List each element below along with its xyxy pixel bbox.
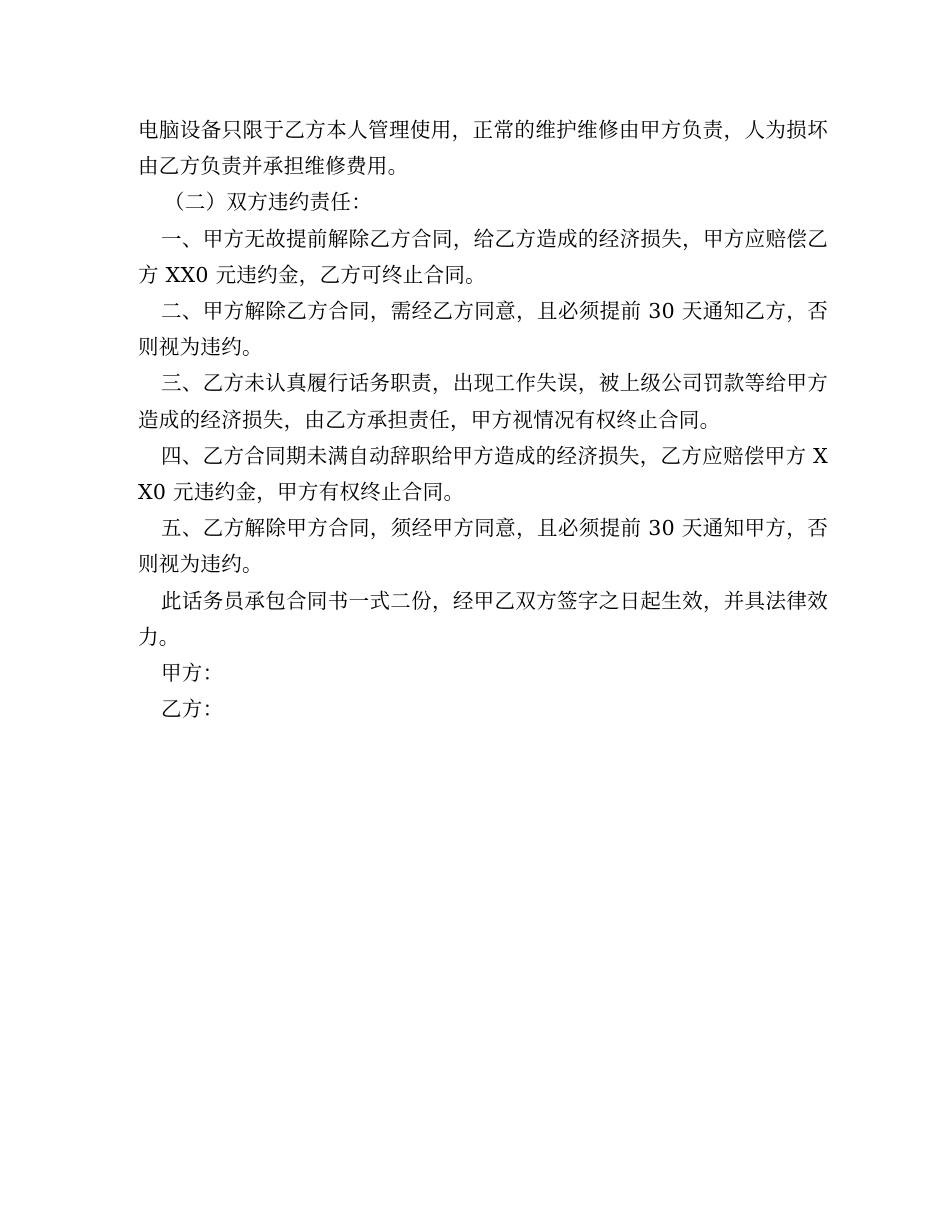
clause-4: 四、乙方合同期未满自动辞职给甲方造成的经济损失，乙方应赔偿甲方 XX0 元违约金，甲方有权终止合同。 — [138, 443, 828, 505]
paragraph-equipment-usage: 电脑设备只限于乙方本人管理使用，正常的维护维修由甲方负责，人为损坏由乙方负责并承担维修费用。 — [138, 118, 828, 179]
section-heading-breach-liability: （二）双方违约责任： — [164, 190, 372, 215]
signature-party-a: 甲方： — [161, 661, 224, 686]
effectiveness-statement: 此话务员承包合同书一式二份，经甲乙双方签字之日起生效，并具法律效力。 — [138, 588, 828, 649]
signature-party-b: 乙方： — [161, 697, 224, 722]
document-body — [138, 112, 828, 727]
clause-2: 二、甲方解除乙方合同，需经乙方同意，且必须提前 30 天通知乙方，否则视为违约。 — [138, 299, 828, 360]
clause-3: 三、乙方未认真履行话务职责，出现工作失误，被上级公司罚款等给甲方造成的经济损失，由乙方承担责任，甲方视情况有权终止合同。 — [138, 371, 828, 432]
clause-1: 一、甲方无故提前解除乙方合同，给乙方造成的经济损失，甲方应赔偿乙方 XX0 元违约金，乙方可终止合同。 — [138, 226, 828, 287]
clause-5: 五、乙方解除甲方合同，须经甲方同意，且必须提前 30 天通知甲方，否则视为违约。 — [138, 516, 828, 577]
